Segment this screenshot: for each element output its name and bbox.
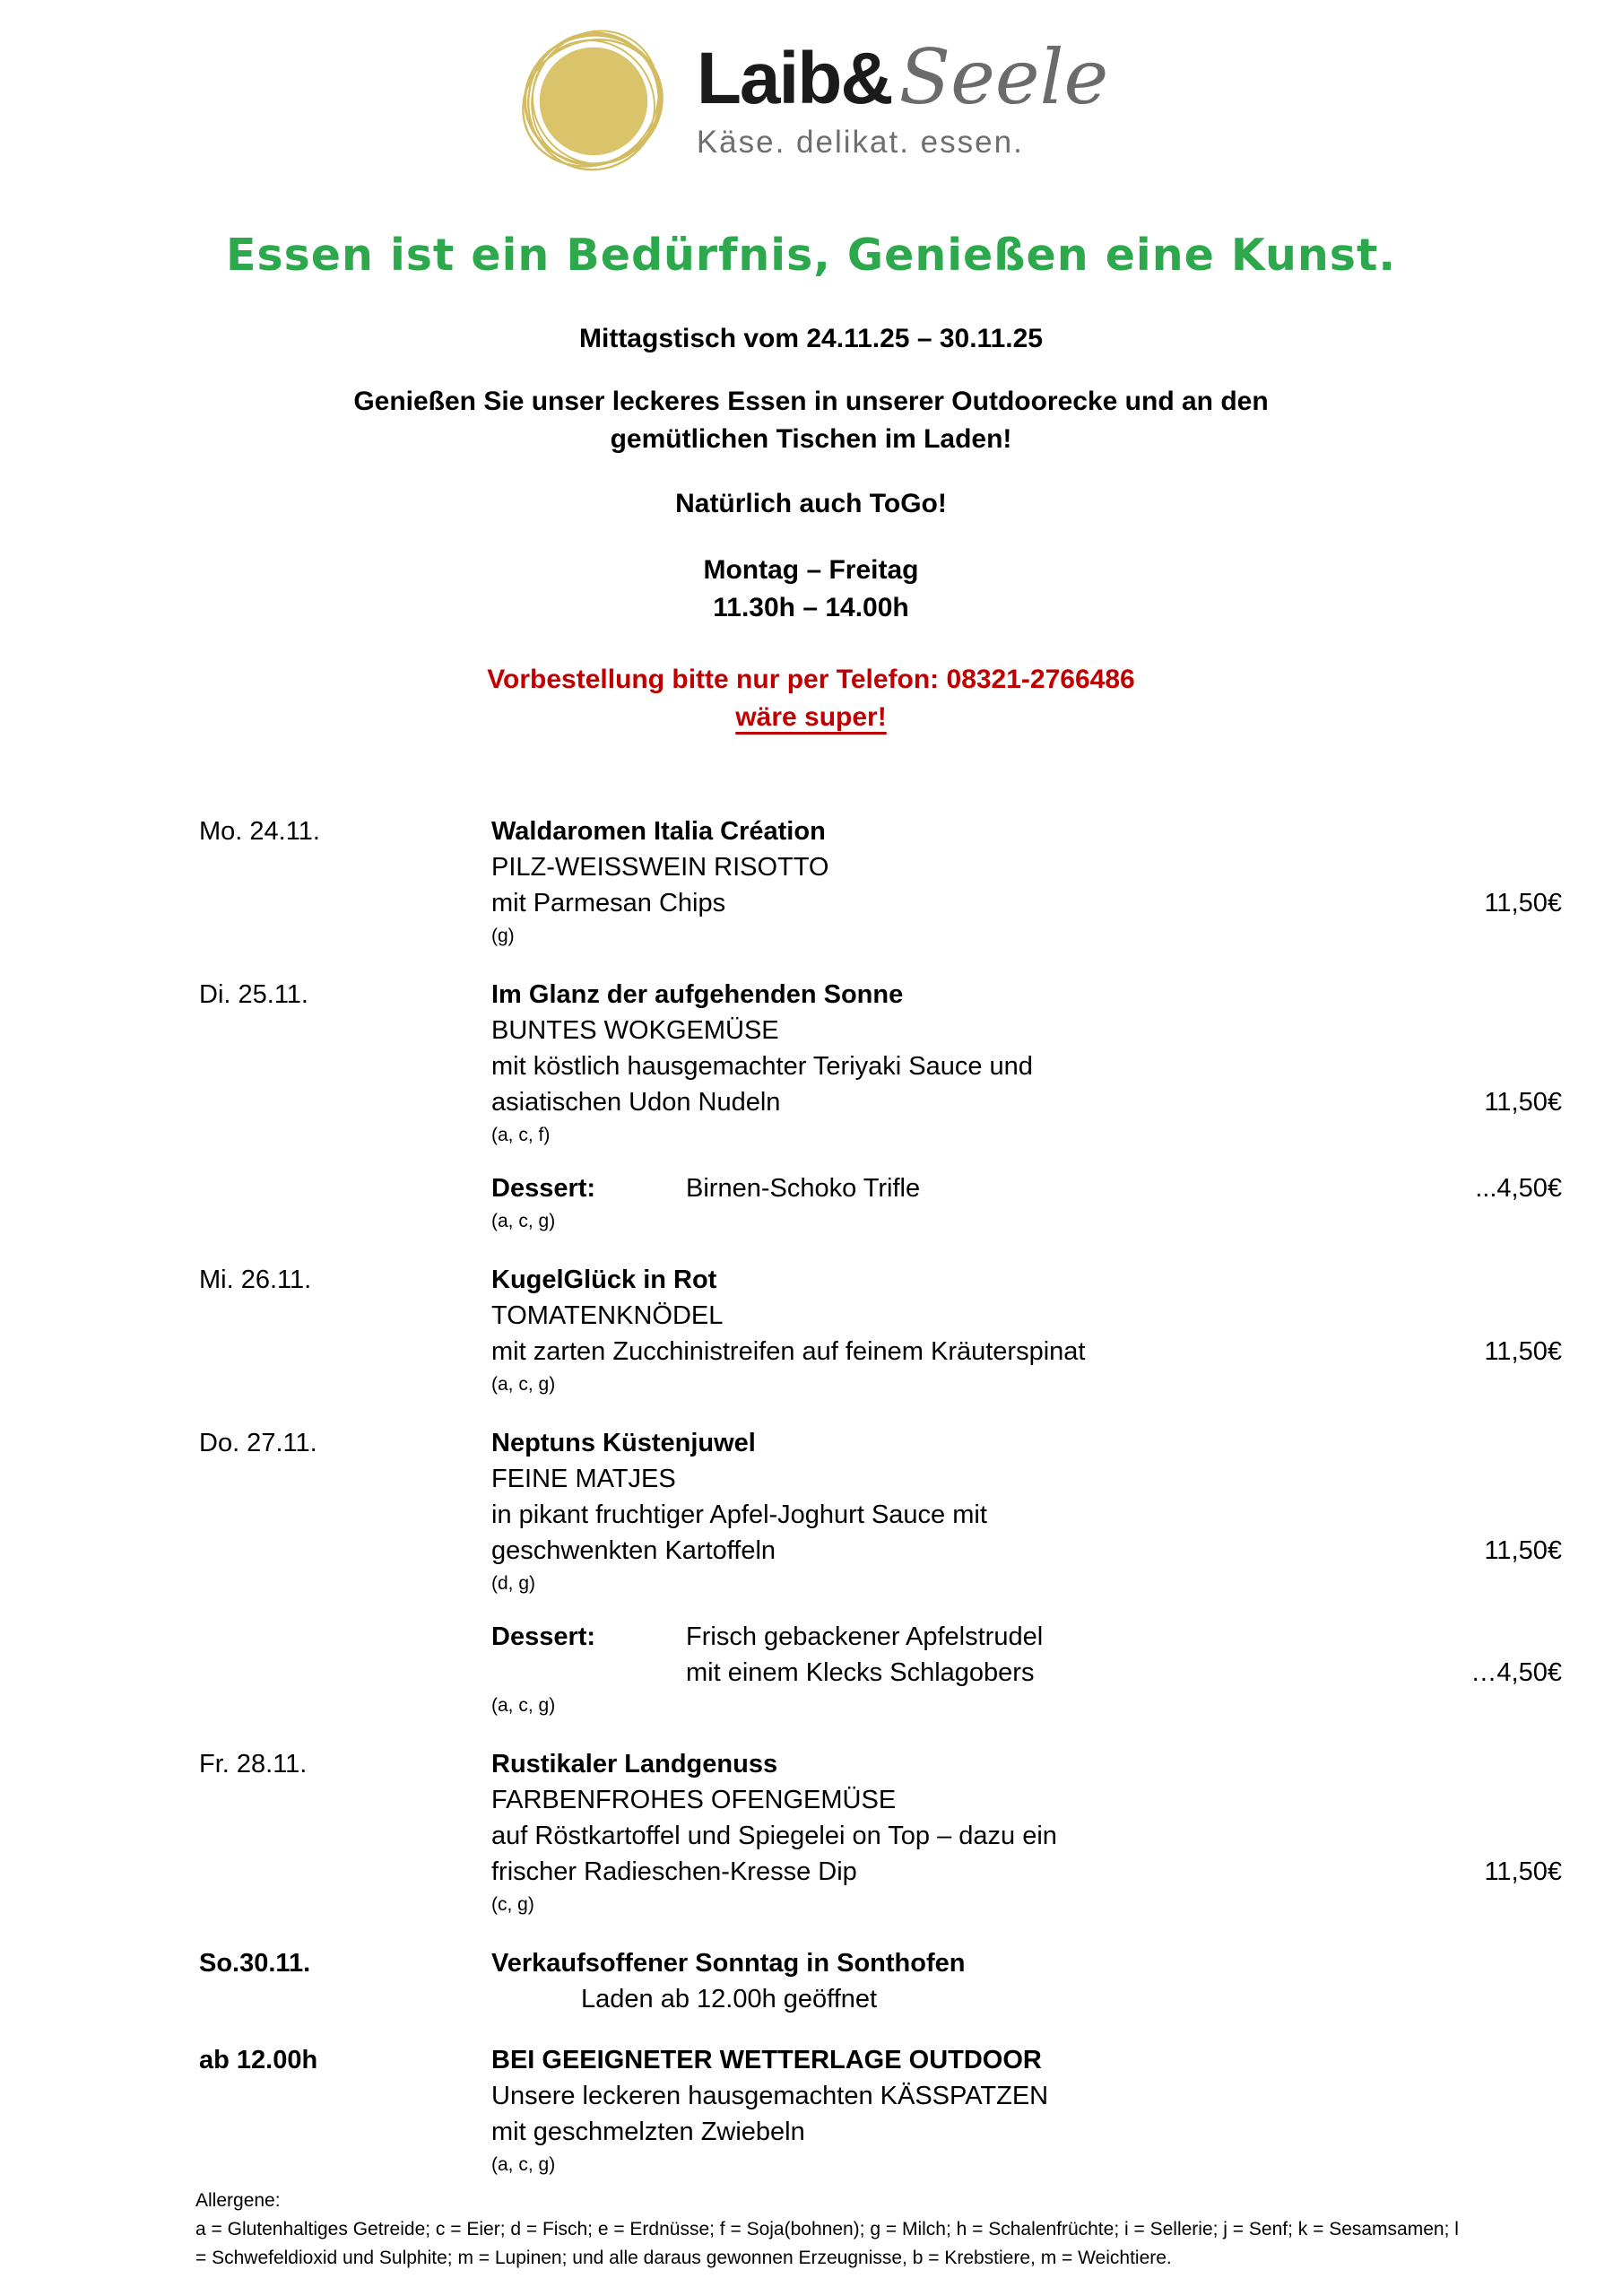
day-date: Do. 27.11. — [199, 1429, 317, 1457]
allergen-codes: (a, c, g) — [491, 1695, 556, 1716]
allergen-codes: (d, g) — [491, 1573, 536, 1594]
preorder-line-1: Vorbestellung bitte nur per Telefon: 08321-2766486 — [487, 665, 1135, 694]
dish-content — [491, 1262, 1562, 1400]
allergen-codes: (a, c, g) — [491, 1374, 556, 1395]
dish-content — [491, 2042, 1562, 2180]
dessert-content — [686, 1619, 1562, 1691]
dish-price: 11,50€ — [1484, 1088, 1562, 1117]
dish-line: mit köstlich hausgemachter Teriyaki Sauce und — [491, 1052, 1033, 1081]
dish-line: frischer Radieschen-Kresse Dip — [491, 1857, 857, 1886]
dish-line: PILZ-WEISSWEIN RISOTTO — [491, 853, 829, 882]
dish-line: mit zarten Zucchinistreifen auf feinem Kräuterspinat — [491, 1337, 1086, 1366]
dessert-price-line — [686, 1655, 1562, 1691]
menu-row — [0, 1746, 1622, 1920]
dish-line: auf Röstkartoffel und Spiegelei on Top – dazu ein — [491, 1822, 1057, 1850]
dessert-price: …4,50€ — [1470, 1658, 1562, 1687]
weekly-menu — [0, 813, 1622, 2180]
allergen-codes: (c, g) — [491, 1894, 534, 1915]
allergen-footnote-label: Allergene: — [195, 2190, 281, 2212]
opening-days: Montag – Freitag — [703, 555, 919, 585]
allergen-footnote — [195, 2187, 1550, 2273]
dish-line: BUNTES WOKGEMÜSE — [491, 1016, 779, 1045]
dish-content — [491, 977, 1562, 1151]
dish-content — [491, 1945, 1562, 2017]
menu-day-sunday — [0, 1945, 1622, 2017]
menu-row — [0, 1945, 1622, 2017]
dessert-line: Birnen-Schoko Trifle — [686, 1174, 921, 1203]
menu-row — [0, 813, 1622, 952]
menu-day-thursday — [0, 1425, 1622, 1721]
menu-day-friday — [0, 1746, 1622, 1920]
allergen-footnote-line-1: a = Glutenhaltiges Getreide; c = Eier; d = Fisch; e = Erdnüsse; f = Soja(bohnen); g = Milch; h = Schalenfrüchte; i = Sellerie; j = Senf; k = Sesamsamen; l — [195, 2219, 1459, 2240]
menu-row — [0, 1425, 1622, 1599]
day-date: So.30.11. — [199, 1949, 311, 1978]
preorder-note — [0, 661, 1622, 736]
allergen-footnote-line-2: = Schwefeldioxid und Sulphite; m = Lupinen; und alle daraus gewonnen Erzeugnisse, b = Krebstiere, m = Weichtiere. — [195, 2248, 1172, 2269]
dessert-row-wrap — [0, 1599, 1622, 1721]
day-date: ab 12.00h — [199, 2046, 318, 2074]
dish-line: asiatischen Udon Nudeln — [491, 1088, 781, 1117]
dish-title: Waldaromen Italia Création — [491, 817, 826, 846]
dish-price-line — [491, 1854, 1562, 1890]
menu-row — [0, 2042, 1622, 2180]
logo-brand — [696, 32, 1109, 121]
dish-title: Verkaufsoffener Sonntag in Sonthofen — [491, 1949, 966, 1978]
dessert-price-line — [686, 1170, 1562, 1206]
page-headline: Essen ist ein Bedürfnis, Genießen eine Kunst. — [225, 230, 1396, 281]
dessert-row — [491, 1170, 1562, 1206]
dish-price: 11,50€ — [1484, 1337, 1562, 1366]
menu-day-wednesday — [0, 1262, 1622, 1400]
opening-hours: 11.30h – 14.00h — [713, 593, 909, 622]
invite-text — [0, 383, 1622, 458]
dish-price-line — [491, 1334, 1562, 1370]
dish-line: FEINE MATJES — [491, 1465, 676, 1493]
day-date: Mo. 24.11. — [199, 817, 320, 846]
menu-day-tuesday — [0, 977, 1622, 1237]
logo-tagline: Käse. delikat. essen. — [696, 124, 1024, 160]
dish-line: Unsere leckeren hausgemachten KÄSSPATZEN — [491, 2082, 1049, 2110]
day-date: Di. 25.11. — [199, 980, 308, 1009]
week-range: Mittagstisch vom 24.11.25 – 30.11.25 — [579, 324, 1043, 353]
dish-price-line — [491, 885, 1562, 921]
dessert-line: Frisch gebackener Apfelstrudel — [686, 1622, 1044, 1651]
allergen-codes: (a, c, g) — [491, 2154, 556, 2175]
menu-row — [0, 1262, 1622, 1400]
logo — [0, 0, 1622, 179]
dessert-row — [491, 1619, 1562, 1691]
menu-row — [0, 977, 1622, 1151]
day-date: Mi. 26.11. — [199, 1265, 312, 1294]
menu-day-monday — [0, 813, 1622, 952]
dish-price: 11,50€ — [1484, 1536, 1562, 1565]
dish-title: Rustikaler Landgenuss — [491, 1750, 778, 1779]
opening-schedule — [0, 552, 1622, 627]
allergen-codes: (g) — [491, 926, 515, 946]
dish-line: geschwenkten Kartoffeln — [491, 1536, 776, 1565]
dish-price-line — [491, 1084, 1562, 1120]
allergen-codes: (a, c, f) — [491, 1125, 551, 1145]
dish-title: BEI GEEIGNETER WETTERLAGE OUTDOOR — [491, 2046, 1042, 2074]
invite-line-2: gemütlichen Tischen im Laden! — [610, 424, 1012, 454]
invite-line-1: Genießen Sie unser leckeres Essen in unserer Outdoorecke und an den — [353, 387, 1269, 416]
dish-content — [491, 1746, 1562, 1920]
dish-line: mit geschmelzten Zwiebeln — [491, 2118, 805, 2146]
logo-circle-icon — [514, 22, 673, 177]
dish-price-line — [491, 1533, 1562, 1569]
dish-line: mit Parmesan Chips — [491, 889, 726, 918]
dish-title: Neptuns Küstenjuwel — [491, 1429, 756, 1457]
dish-title: KugelGlück in Rot — [491, 1265, 717, 1294]
dish-line: in pikant fruchtiger Apfel-Joghurt Sauce mit — [491, 1500, 987, 1529]
dessert-label: Dessert: — [491, 1622, 596, 1651]
menu-outdoor-special — [0, 2042, 1622, 2180]
logo-brand-primary: Laib& — [696, 37, 892, 119]
dish-line: TOMATENKNÖDEL — [491, 1301, 724, 1330]
dish-price: 11,50€ — [1484, 889, 1562, 918]
dish-line: Laden ab 12.00h geöffnet — [581, 1985, 878, 2013]
allergen-codes: (a, c, g) — [491, 1211, 556, 1231]
dish-price: 11,50€ — [1484, 1857, 1562, 1886]
dessert-row-wrap — [0, 1151, 1622, 1237]
dish-title: Im Glanz der aufgehenden Sonne — [491, 980, 904, 1009]
dish-content — [491, 1425, 1562, 1599]
dessert-price: ...4,50€ — [1475, 1174, 1562, 1203]
togo-note: Natürlich auch ToGo! — [675, 489, 947, 518]
preorder-line-2: wäre super! — [735, 702, 887, 732]
dessert-line: mit einem Klecks Schlagobers — [686, 1658, 1035, 1687]
dessert-label: Dessert: — [491, 1174, 596, 1203]
dish-line: FARBENFROHES OFENGEMÜSE — [491, 1786, 897, 1814]
logo-brand-script: Seele — [898, 32, 1109, 121]
logo-text — [696, 32, 1109, 161]
dish-content — [491, 813, 1562, 952]
day-date: Fr. 28.11. — [199, 1750, 308, 1779]
dessert-content — [686, 1170, 1562, 1206]
